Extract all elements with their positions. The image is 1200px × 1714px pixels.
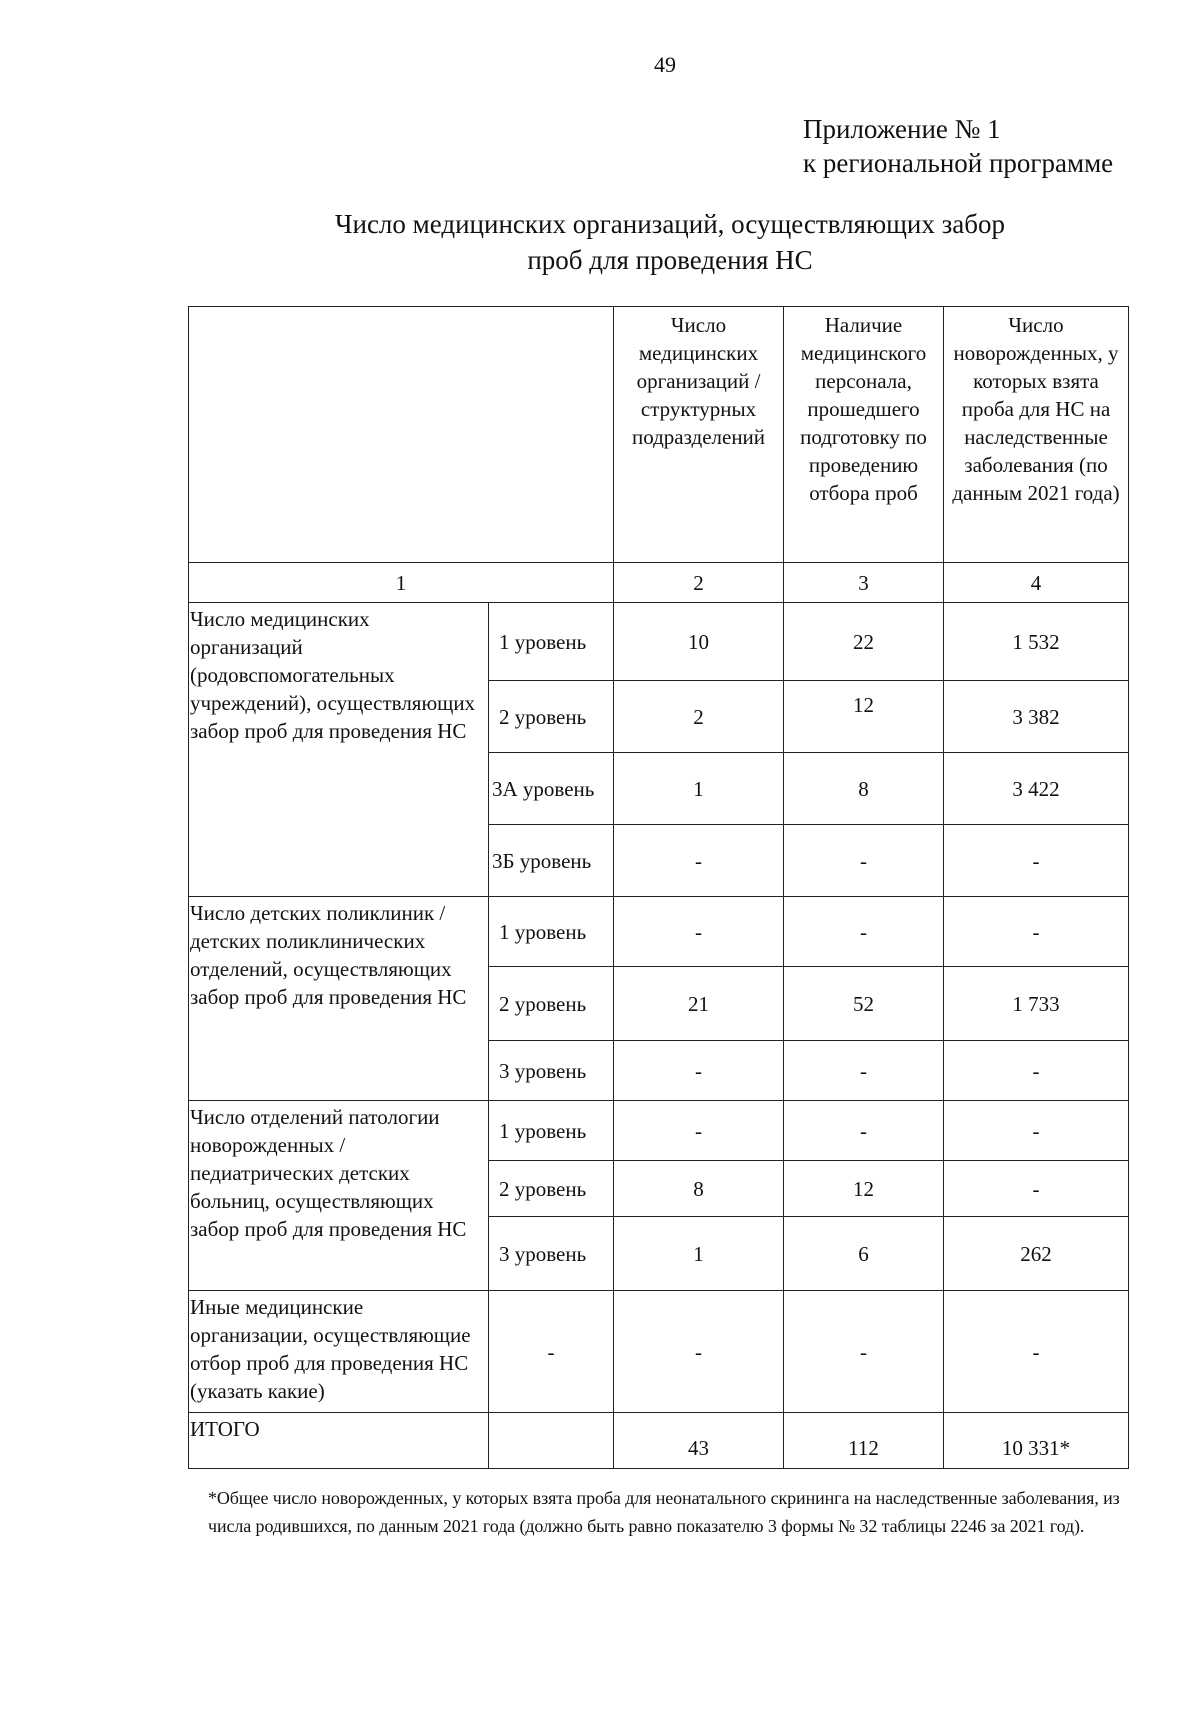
value-cell: - — [944, 825, 1129, 897]
value-cell: 1 — [614, 753, 784, 825]
value-cell: - — [944, 897, 1129, 967]
value-cell: 12 — [784, 1161, 944, 1217]
footnote: *Общее число новорожденных, у которых взята проба для неонатального скрининга на наследственные заболевания, из числа родившихся, по данным 2021 года (должно быть равно показателю 3 формы № 32 таблицы 2246 за 2021 год). — [208, 1488, 1120, 1536]
level-cell: 2 уровень — [489, 681, 614, 753]
level-cell: 3Б уровень — [489, 825, 614, 897]
value-cell: 52 — [784, 967, 944, 1041]
value-cell: 21 — [614, 967, 784, 1041]
value-cell: - — [784, 1291, 944, 1413]
appendix-heading — [803, 112, 1113, 180]
level-cell: 3 уровень — [489, 1041, 614, 1101]
total-value-col-2: 43 — [614, 1413, 784, 1469]
level-cell: 1 уровень — [489, 1101, 614, 1161]
header-col-2: Число медицинских организаций / структурных подразделений — [614, 307, 784, 563]
value-cell: - — [784, 1101, 944, 1161]
column-number-2: 2 — [614, 563, 784, 603]
group-label-polyclinics: Число детских поликлиник / детских поликлинических отделений, осуществляющих забор проб для проведения НС — [189, 897, 489, 1101]
value-cell: 12 — [784, 681, 944, 753]
total-value-col-4: 10 331* — [944, 1413, 1129, 1469]
value-cell: 10 — [614, 603, 784, 681]
table-row — [189, 1291, 1129, 1413]
group-label-neonatal-departments: Число отделений патологии новорожденных / педиатрических детских больниц, осуществляющих забор проб для проведения НС — [189, 1101, 489, 1291]
value-cell: - — [944, 1161, 1129, 1217]
page-number: 49 — [654, 52, 676, 77]
value-cell: 3 382 — [944, 681, 1129, 753]
total-row — [189, 1413, 1129, 1469]
header-col-4: Число новорожденных, у которых взята проба для НС на наследственные заболевания (по данным 2021 года) — [944, 307, 1129, 563]
column-number-4: 4 — [944, 563, 1129, 603]
value-cell: - — [614, 1101, 784, 1161]
level-cell: 2 уровень — [489, 1161, 614, 1217]
group-label-other-organizations: Иные медицинские организации, осуществляющие отбор проб для проведения НС (указать какие) — [189, 1291, 489, 1413]
table-row — [189, 1101, 1129, 1161]
header-col-3: Наличие медицинского персонала, прошедшего подготовку по проведению отбора проб — [784, 307, 944, 563]
value-cell: - — [944, 1291, 1129, 1413]
value-cell: 1 733 — [944, 967, 1129, 1041]
total-value-col-3: 112 — [784, 1413, 944, 1469]
value-cell: 1 532 — [944, 603, 1129, 681]
value-cell: - — [614, 897, 784, 967]
value-cell: - — [944, 1041, 1129, 1101]
level-cell: 1 уровень — [489, 603, 614, 681]
column-number-1: 1 — [189, 563, 614, 603]
value-cell: 22 — [784, 603, 944, 681]
level-cell: 3А уровень — [489, 753, 614, 825]
value-cell: 3 422 — [944, 753, 1129, 825]
value-cell: - — [784, 897, 944, 967]
value-cell: - — [489, 1291, 614, 1413]
document-title — [240, 206, 1100, 278]
level-cell: 1 уровень — [489, 897, 614, 967]
total-label: ИТОГО — [189, 1413, 489, 1469]
title-line-2: проб для проведения НС — [527, 245, 813, 275]
screening-table — [188, 306, 1129, 1469]
column-number-3: 3 — [784, 563, 944, 603]
value-cell: 2 — [614, 681, 784, 753]
table-row — [189, 603, 1129, 681]
appendix-line-1: Приложение № 1 — [803, 114, 1001, 144]
value-cell: - — [614, 1291, 784, 1413]
table-row — [189, 897, 1129, 967]
group-label-maternity: Число медицинских организаций (родовспомогательных учреждений), осуществляющих забор проб для проведения НС — [189, 603, 489, 897]
value-cell: - — [614, 1041, 784, 1101]
value-cell: - — [784, 1041, 944, 1101]
appendix-line-2: к региональной программе — [803, 148, 1114, 178]
total-empty-cell — [489, 1413, 614, 1469]
level-cell: 2 уровень — [489, 967, 614, 1041]
value-cell: 6 — [784, 1217, 944, 1291]
level-cell: 3 уровень — [489, 1217, 614, 1291]
value-cell: - — [944, 1101, 1129, 1161]
column-number-row — [189, 563, 1129, 603]
value-cell: 1 — [614, 1217, 784, 1291]
value-cell: - — [614, 825, 784, 897]
value-cell: - — [784, 825, 944, 897]
value-cell: 8 — [784, 753, 944, 825]
header-row — [189, 307, 1129, 563]
value-cell: 262 — [944, 1217, 1129, 1291]
value-cell: 8 — [614, 1161, 784, 1217]
title-line-1: Число медицинских организаций, осуществляющих забор — [334, 209, 1006, 239]
header-empty-cell — [189, 307, 614, 563]
